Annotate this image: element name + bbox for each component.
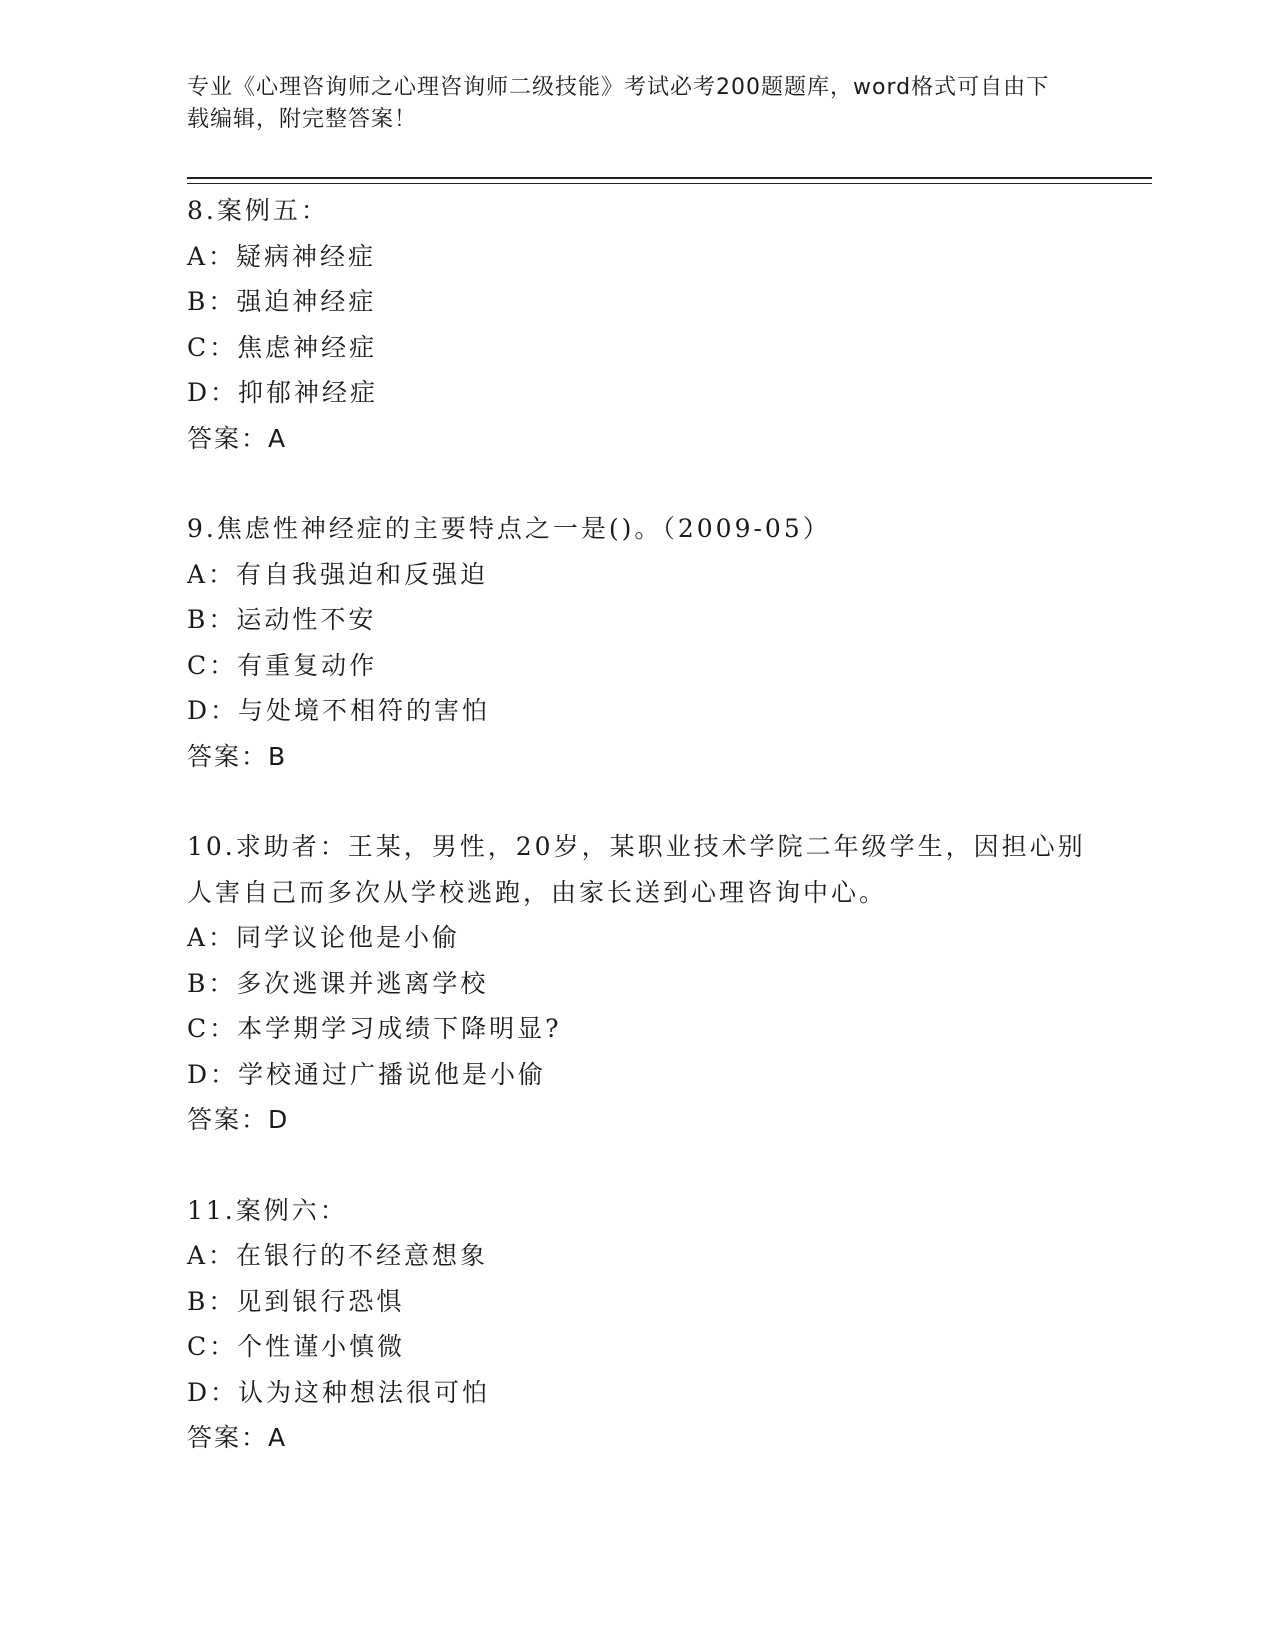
option-c: C：个性谨小慎微	[187, 1332, 406, 1361]
answer-line: 答案：A	[187, 423, 288, 453]
option-b: B：多次逃课并逃离学校	[187, 968, 489, 998]
option-a: A：在银行的不经意想象	[187, 1241, 489, 1270]
question-item	[187, 824, 1087, 1143]
option-b: B：强迫神经症	[187, 287, 377, 316]
option-c: C：本学期学习成绩下降明显?	[187, 1014, 562, 1043]
option-b: B：运动性不安	[187, 605, 377, 634]
answer-line: 答案：B	[187, 741, 288, 771]
header-divider-thin	[187, 183, 1152, 184]
question-stem: 10.求助者：王某，男性，20岁，某职业技术学院二年级学生，因担心别人害自己而多次从学校逃跑，由家长送到心理咨询中心。	[187, 832, 1086, 907]
option-c: C：焦虑神经症	[187, 332, 378, 362]
question-list	[187, 188, 1087, 1506]
option-d: D：认为这种想法很可怕	[187, 1377, 491, 1407]
option-a: A：有自我强迫和反强迫	[187, 559, 489, 589]
option-a: A：同学议论他是小偷	[187, 923, 461, 952]
question-item	[187, 1188, 1087, 1461]
header-divider-thick	[187, 177, 1152, 179]
question-item	[187, 506, 1087, 779]
option-d: D：抑郁神经症	[187, 378, 379, 407]
answer-line: 答案：A	[187, 1423, 288, 1452]
question-stem: 11.案例六：	[187, 1195, 348, 1225]
option-b: B：见到银行恐惧	[187, 1286, 405, 1316]
option-a: A：疑病神经症	[187, 241, 377, 271]
option-d: D：与处境不相符的害怕	[187, 696, 491, 725]
option-d: D：学校通过广播说他是小偷	[187, 1059, 547, 1089]
answer-line: 答案：D	[187, 1105, 290, 1134]
question-item	[187, 188, 1087, 461]
question-stem: 9.焦虑性神经症的主要特点之一是()。（2009-05）	[187, 514, 831, 543]
document-header: 专业《心理咨询师之心理咨询师二级技能》考试必考200题题库，word格式可自由下载编辑，附完整答案！	[187, 75, 1050, 132]
question-stem: 8.案例五：	[187, 196, 329, 225]
option-c: C：有重复动作	[187, 650, 378, 680]
